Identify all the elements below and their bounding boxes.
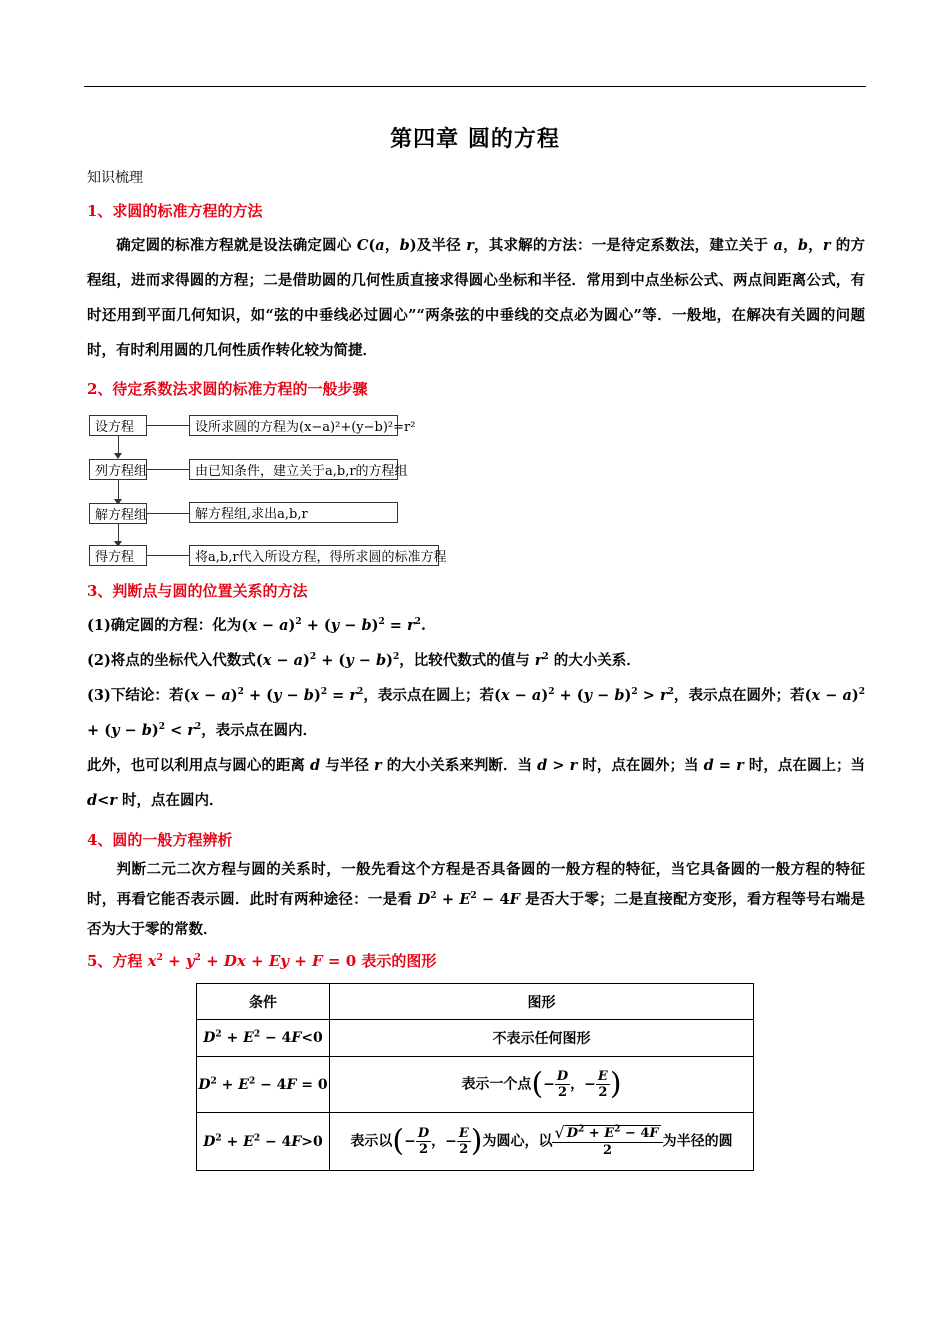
- table-row: [197, 1020, 754, 1057]
- section-1-heading: 1、求圆的标准方程的方法: [87, 202, 263, 220]
- row-3-condition: $D^2 + E^2 - 4F>0$: [197, 1113, 330, 1171]
- table-row: [197, 1057, 754, 1113]
- header-shape: 图形: [330, 984, 754, 1020]
- row-2-shape: 表示一个点(− $\frac{D}{2}$ ，− $\frac{E}{2}$ ): [330, 1057, 754, 1113]
- page-title: 第四章 圆的方程: [390, 126, 560, 152]
- section-3-item-3: (3)下结论：若$(x - a)^2 + (y - b)^2 = r^2$，表示点在圆上；若$(x - a)^2 + (y - b)^2 > r^2$，表示点在圆外；若$(x - a)^2 + (y - b)^2 < r^2$，表示点在圆内．: [87, 687, 866, 739]
- arrow-2-line: [118, 480, 119, 500]
- section-3-item-1: (1)确定圆的方程：化为$(x - a)^2 + (y - b)^2 = r^2$.: [87, 617, 426, 634]
- step-3-desc: 解方程组,求出a,b,r: [189, 502, 398, 523]
- arrow-3-line: [118, 524, 119, 542]
- header-condition: 条件: [197, 984, 330, 1020]
- section-5-heading: 5、方程 $x^2 + y^2 + Dx + Ey + F = 0$ 表示的图形: [87, 952, 437, 970]
- section-3-heading: 3、判断点与圆的位置关系的方法: [87, 582, 308, 600]
- step-4-connector: [147, 555, 189, 556]
- step-2-connector: [147, 469, 189, 470]
- subtitle: 知识梳理: [87, 170, 143, 186]
- section-4-paragraph: 判断二元二次方程与圆的关系时，一般先看这个方程是否具备圆的一般方程的特征，当它具备圆的一般方程的特征时，再看它能否表示圆．此时有两种途径：一是看 $D^2 + E^2 - 4F$ 是否大于零；二是直接配方变形，看方程等号右端是否为大于零的常数．: [87, 861, 865, 938]
- step-2-desc: 由已知条件，建立关于a,b,r的方程组: [189, 459, 398, 480]
- header-rule: [84, 86, 866, 87]
- section-4-heading: 4、圆的一般方程辨析: [87, 831, 233, 849]
- step-1-box: 设方程: [89, 415, 147, 436]
- row-3-shape: 表示以(− $\frac{D}{2}$ ，− $\frac{E}{2}$ )为圆心，以 √ $D^2 + E^2 - 4F$ 2 为半径的圆: [330, 1113, 754, 1171]
- table-row: [197, 1113, 754, 1171]
- section-1-paragraph: 确定圆的标准方程就是设法确定圆心 C(a，b)及半径 r，其求解的方法：一是待定系数法，建立关于 a，b，r 的方程组，进而求得圆的方程；二是借助圆的几何性质直接求得圆心坐标和半径．常用到中点坐标公式、两点间距离公式，有时还用到平面几何知识，如“弦的中垂线必过圆心”“两条弦的中垂线的交点必为圆心”等．一般地，在解决有关圆的问题时，有时利用圆的几何性质作转化较为简捷．: [87, 237, 866, 359]
- row-1-shape: 不表示任何图形: [330, 1020, 754, 1057]
- row-1-condition: $D^2 + E^2 - 4F<0$: [197, 1020, 330, 1057]
- step-2-box: 列方程组: [89, 459, 147, 480]
- conditions-table: [196, 983, 754, 1171]
- step-1-connector: [147, 425, 189, 426]
- table-header-row: [197, 984, 754, 1020]
- section-2-heading: 2、待定系数法求圆的标准方程的一般步骤: [87, 380, 368, 398]
- arrow-1-line: [118, 436, 119, 454]
- step-4-box: 得方程: [89, 545, 147, 566]
- step-4-desc: 将a,b,r代入所设方程，得所求圆的标准方程: [189, 545, 439, 566]
- step-1-desc: 设所求圆的方程为(x−a)²+(y−b)²=r²: [189, 415, 398, 436]
- section-3-item-2: (2)将点的坐标代入代数式$(x - a)^2 + (y - b)^2$，比较代数式的值与 $r^2$ 的大小关系．: [87, 652, 641, 669]
- row-2-condition: $D^2 + E^2 - 4F = 0$: [197, 1057, 330, 1113]
- step-3-box: 解方程组: [89, 503, 147, 524]
- step-3-connector: [147, 513, 189, 514]
- section-3-extra: 此外，也可以利用点与圆心的距离 d 与半径 r 的大小关系来判断．当 d > r 时，点在圆外；当 d = r 时，点在圆上；当 d<r 时，点在圆内．: [87, 757, 866, 809]
